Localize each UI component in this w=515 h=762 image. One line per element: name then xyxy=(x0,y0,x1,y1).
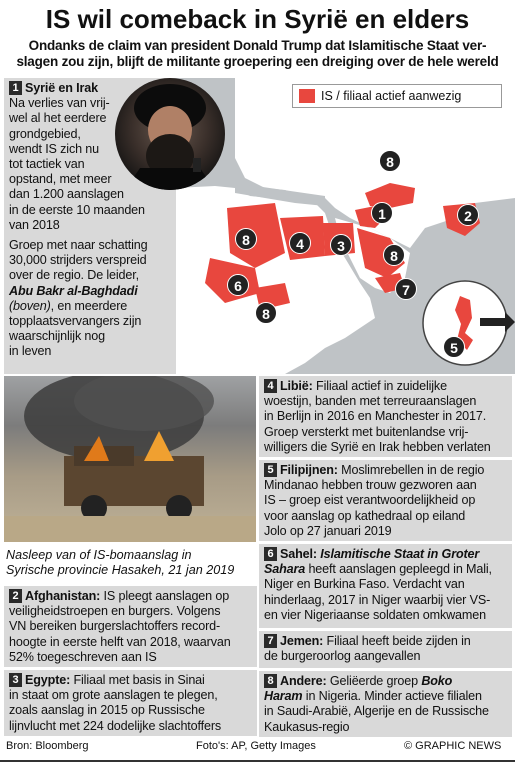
section-afghanistan xyxy=(4,586,257,667)
s2-line: veiligheidstroepen en burgers. Volgens xyxy=(9,604,221,619)
section-number: 8 xyxy=(264,674,277,688)
s2-line: hoogte in eerste helft van 2018, waarvan xyxy=(9,634,231,649)
world-map xyxy=(175,78,515,374)
bombing-aftermath-photo xyxy=(4,376,256,542)
s1-line: van 2018 xyxy=(9,217,60,232)
s4-line: Groep versterkt met buitenlandse vrij- xyxy=(264,424,469,439)
section-number: 3 xyxy=(9,673,22,687)
s1-line: grondgebied, xyxy=(9,126,81,141)
caption-line-2: Syrische provincie Hasakeh, 21 jan 2019 xyxy=(6,563,235,577)
s1-p2: 30,000 strijders verspreid xyxy=(9,253,147,268)
s2-line: VN bereiken burgerslachtoffers record- xyxy=(9,619,221,634)
section-other xyxy=(259,671,512,737)
s3-line: lijnvlucht met 224 dodelijke slachtoffers xyxy=(9,718,222,733)
map-svg xyxy=(175,78,515,374)
section-egypt xyxy=(4,670,257,736)
leader-name: Abu Bakr al-Baghdadi xyxy=(9,283,138,298)
s3-line: Filiaal met basis in Sinai xyxy=(70,673,205,687)
s8-line: in Nigeria. Minder actieve filialen xyxy=(302,689,482,704)
section-heading: Syrië en Irak xyxy=(25,81,98,95)
section-number: 4 xyxy=(264,379,277,393)
caption-line-1: Nasleep van of IS-bomaanslag in xyxy=(6,548,192,562)
page-title: IS wil comeback in Syrië en elders xyxy=(45,4,470,34)
page-subtitle xyxy=(0,38,515,70)
subtitle-line-2: slagen zou zijn, blijft de militante groepering een dreiging over de hele wereld xyxy=(16,54,499,69)
map-marker-8-saudi: 8 xyxy=(383,244,405,266)
section-sahel xyxy=(259,544,512,628)
map-marker-8-nigeria: 8 xyxy=(255,302,277,324)
map-marker-7-yemen: 7 xyxy=(395,278,417,300)
section-number: 5 xyxy=(264,463,277,477)
s4-line: woestijn, banden met terreuraanslagen xyxy=(264,394,477,409)
s1-line: tot tactiek van xyxy=(9,157,85,172)
s5-line: voor aanslag op kathedraal op eiland xyxy=(264,508,466,523)
s5-line: IS – groep eist verantwoordelijkheid op xyxy=(264,493,476,508)
group-name-isgs-2: Sahara xyxy=(264,562,306,577)
s5-line: Moslimrebellen in de regio xyxy=(337,463,485,477)
s4-line: in Berlijn in 2016 en Manchester in 2017. xyxy=(264,409,487,424)
s1-p2: waarschijnlijk nog xyxy=(9,329,105,344)
s6-line: hinderlaag, 2017 in Niger waarbij vier VS- xyxy=(264,592,491,607)
group-name-boko: Boko xyxy=(421,674,453,688)
s8-line: Kaukasus-regio xyxy=(264,719,350,734)
s1-p2: Groep met naar schatting xyxy=(9,238,148,253)
footer-source: Bron: Bloomberg xyxy=(6,740,89,752)
section-heading: Libië: xyxy=(280,379,313,393)
s1-line: dan 1.200 aanslagen xyxy=(9,187,124,202)
map-marker-4-libya: 4 xyxy=(289,232,311,254)
s8-pre: Geliëerde groep xyxy=(326,674,422,688)
s1-line: in de eerste 10 maanden xyxy=(9,202,145,217)
section-heading: Jemen: xyxy=(280,634,324,648)
s2-line: IS pleegt aanslagen op xyxy=(100,589,230,603)
s1-p2: topplaatsvervangers zijn xyxy=(9,314,142,329)
map-marker-3-egypt: 3 xyxy=(330,234,352,256)
s3-line: in staat om grote aanslagen te plegen, xyxy=(9,688,218,703)
footer-credit: © GRAPHIC NEWS xyxy=(404,740,502,752)
s6-line: en vier Nigeriaanse soldaten omkwamen xyxy=(264,607,486,622)
map-marker-8-russia: 8 xyxy=(379,150,401,172)
s6-line: heeft aanslagen gepleegd in Mali, xyxy=(305,562,492,577)
section-number: 2 xyxy=(9,589,22,603)
s4-line: Filiaal actief in zuidelijke xyxy=(312,379,447,393)
section-number: 6 xyxy=(264,547,277,561)
legend-label: IS / filiaal actief aanwezig xyxy=(321,89,462,103)
group-name-haram: Haram xyxy=(264,689,303,704)
s5-line: Mindanao hebben trouw gezworen aan xyxy=(264,478,477,493)
map-legend xyxy=(292,84,502,108)
map-marker-8-algeria: 8 xyxy=(235,228,257,250)
section-heading: Afghanistan: xyxy=(25,589,101,603)
s7-line: Filiaal heeft beide zijden in xyxy=(323,634,471,648)
section-philippines xyxy=(259,460,512,541)
subtitle-line-1: Ondanks de claim van president Donald Trump dat Islamitische Staat ver- xyxy=(28,38,487,53)
section-libya xyxy=(259,376,512,457)
s1-p2: , en meerdere xyxy=(50,298,128,313)
s2-line: 52% toegeschreven aan IS xyxy=(9,649,157,664)
section-heading: Filipijnen: xyxy=(280,463,338,477)
s1-line: Na verlies van vrij- xyxy=(9,96,110,111)
footer-photos: Foto's: AP, Getty Images xyxy=(196,740,316,752)
s7-line: de burgeroorlog aangevallen xyxy=(264,649,421,664)
s1-line: wendt IS zich nu xyxy=(9,141,100,156)
s1-line: wel al het eerdere xyxy=(9,111,107,126)
s4-line: willigers die Syrië en Irak hebben verlaten xyxy=(264,439,491,454)
section-number: 1 xyxy=(9,81,22,95)
section-yemen xyxy=(259,631,512,668)
map-marker-6-sahel: 6 xyxy=(227,274,249,296)
s8-line: in Saudi-Arabië, Algerije en de Russische xyxy=(264,704,489,719)
s5-line: Jolo op 27 januari 2019 xyxy=(264,523,392,538)
s1-p2: in leven xyxy=(9,344,52,359)
map-marker-2-afghanistan: 2 xyxy=(457,204,479,226)
s1-boven: (boven) xyxy=(9,298,51,313)
section-heading: Sahel: xyxy=(280,547,317,561)
s1-p2: over de regio. De leider, xyxy=(9,268,139,283)
map-marker-1-syria-iraq: 1 xyxy=(371,202,393,224)
s6-line: Niger en Burkina Faso. Verdacht van xyxy=(264,577,465,592)
map-marker-5-philippines: 5 xyxy=(443,336,465,358)
group-name-isgs: Islamitische Staat in Groter xyxy=(320,547,480,561)
legend-swatch xyxy=(299,89,315,103)
section-number: 7 xyxy=(264,634,277,648)
baghdadi-photo xyxy=(115,78,225,190)
s3-line: zoals aanslag in 2015 op Russische xyxy=(9,703,205,718)
photo-caption xyxy=(6,548,258,578)
section-heading: Andere: xyxy=(280,674,327,688)
section-heading: Egypte: xyxy=(25,673,71,687)
s1-line: opstand, met meer xyxy=(9,172,112,187)
